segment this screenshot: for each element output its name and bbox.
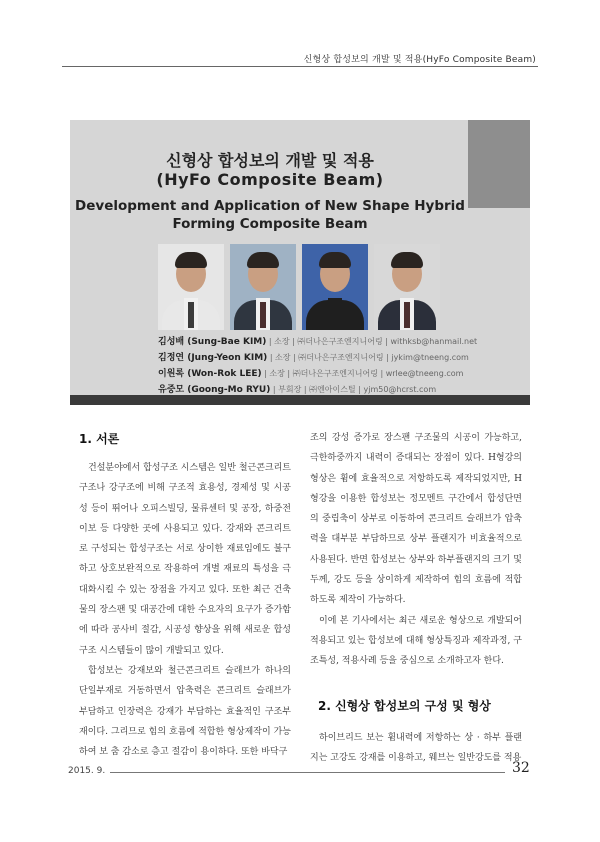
author-entry [158, 334, 477, 350]
author-name: 김정연 (Jung-Yeon KIM) [158, 353, 268, 363]
article-title-korean-sub: (HyFo Composite Beam) [156, 170, 384, 189]
section-1-paragraph-1: 건설분야에서 합성구조 시스템은 일반 철근콘크리트 구조나 강구조에 비해 구조적 효용성, 경제성 및 시공성 등이 뛰어나 오피스빌딩, 물류센터 및 공장, 하중전이보 등 다양한 곳에 사용되고 있다. 강재와 콘크리트로 구성되는 합성구조는 서로 상이한 재료임에도 불구하고 상호보완적으로 작용하여 개별 재료의 특성을 극대화시킬 수 있는 장점을 가지고 있다. 또한 최근 건축물의 장스팬 및 대공간에 대한 수요자의 요구가 증가함에 따라 공사비 절감, 시공성 향상을 위해 새로운 합성구조 시스템들이 많이 개발되고 있다. [79, 463, 291, 656]
author-list [158, 334, 477, 398]
header-rule [62, 66, 538, 67]
english-title-line-1: Development and Application of New Shape Hybrid [75, 198, 465, 214]
author-photo-4 [374, 244, 440, 330]
right-paragraph-1: 조의 강성 증가로 장스팬 구조물의 시공이 가능하고, 극한하중까지 내력이 증대되는 장점이 있다. H형강의 형상은 휨에 효율적으로 저항하도록 제작되었지만, H형강을 이용한 합성보는 정모멘트 구간에서 합성단면의 중립축이 상부로 이동하여 콘크리트 슬래브가 압축력을 대부분 부담하므로 상부 플랜지가 비효율적으로 사용된다. 반면 합성보는 상부와 하부플랜지의 크기 및 두께, 강도 등을 상이하게 제작하여 힘의 흐름에 적합하도록 제작이 가능하다. [310, 433, 522, 606]
running-title: 신형상 합성보의 개발 및 적용(HyFo Composite Beam) [303, 55, 536, 65]
author-entry [158, 350, 477, 366]
author-info: | 소장 | ㈜더나은구조엔지니어링 | jykim@tneeng.com [269, 353, 469, 362]
banner-accent-strip [468, 120, 530, 208]
section-2-title: 2. 신형상 합성보의 구성 및 형상 [318, 699, 491, 713]
page-number: 32 [512, 760, 530, 776]
right-paragraph-2: 이에 본 기사에서는 최근 새로운 형상으로 개발되어 적용되고 있는 합성보에 대해 형상특징과 제작과정, 구조특성, 적용사례 등을 중심으로 소개하고자 한다. [310, 615, 522, 667]
author-entry [158, 366, 477, 382]
section-2-paragraph-1: 하이브리드 보는 휨내력에 저항하는 상 · 하부 플랜지는 고강도 강재를 이용하고, 웨브는 일반강도를 적용 [310, 733, 522, 764]
english-title-line-2: Forming Composite Beam [172, 216, 368, 232]
right-column [310, 428, 522, 672]
author-info: | 소장 | ㈜더나은구조엔지니어링 | wrlee@tneeng.com [264, 369, 464, 378]
article-title-korean: 신형상 합성보의 개발 및 적용 [166, 151, 374, 170]
author-info: | 소장 | ㈜더나은구조엔지니어링 | withksb@hanmail.net [268, 337, 478, 346]
section-1-paragraph-2: 합성보는 강재보와 철근콘크리트 슬래브가 하나의 단일부재로 거동하면서 압축력은 콘크리트 슬래브가 부담하고 인장력은 강재가 부담하는 효율적인 구조부재이다. 그리므로 힘의 흐름에 적합한 형상제작이 가능하여 보 춤 감소로 층고 절감이 용이하다. 또한 바닥구 [79, 665, 291, 758]
section-1-title: 1. 서론 [79, 432, 120, 446]
author-name: 유중모 (Goong-Mo RYU) [158, 385, 271, 395]
author-photos [158, 244, 440, 330]
left-column [79, 458, 291, 762]
article-title-english [70, 197, 470, 233]
footer-rule [110, 772, 505, 773]
issue-date: 2015. 9. [68, 766, 106, 776]
author-photo-3 [302, 244, 368, 330]
author-name: 김성배 (Sung-Bae KIM) [158, 337, 267, 347]
author-entry [158, 382, 477, 398]
section-2-body [310, 728, 522, 769]
author-name: 이원록 (Won-Rok LEE) [158, 369, 262, 379]
author-photo-1 [158, 244, 224, 330]
author-photo-2 [230, 244, 296, 330]
author-info: | 부회장 | ㈜엔아이스틸 | yjm50@hcrst.com [272, 385, 437, 394]
